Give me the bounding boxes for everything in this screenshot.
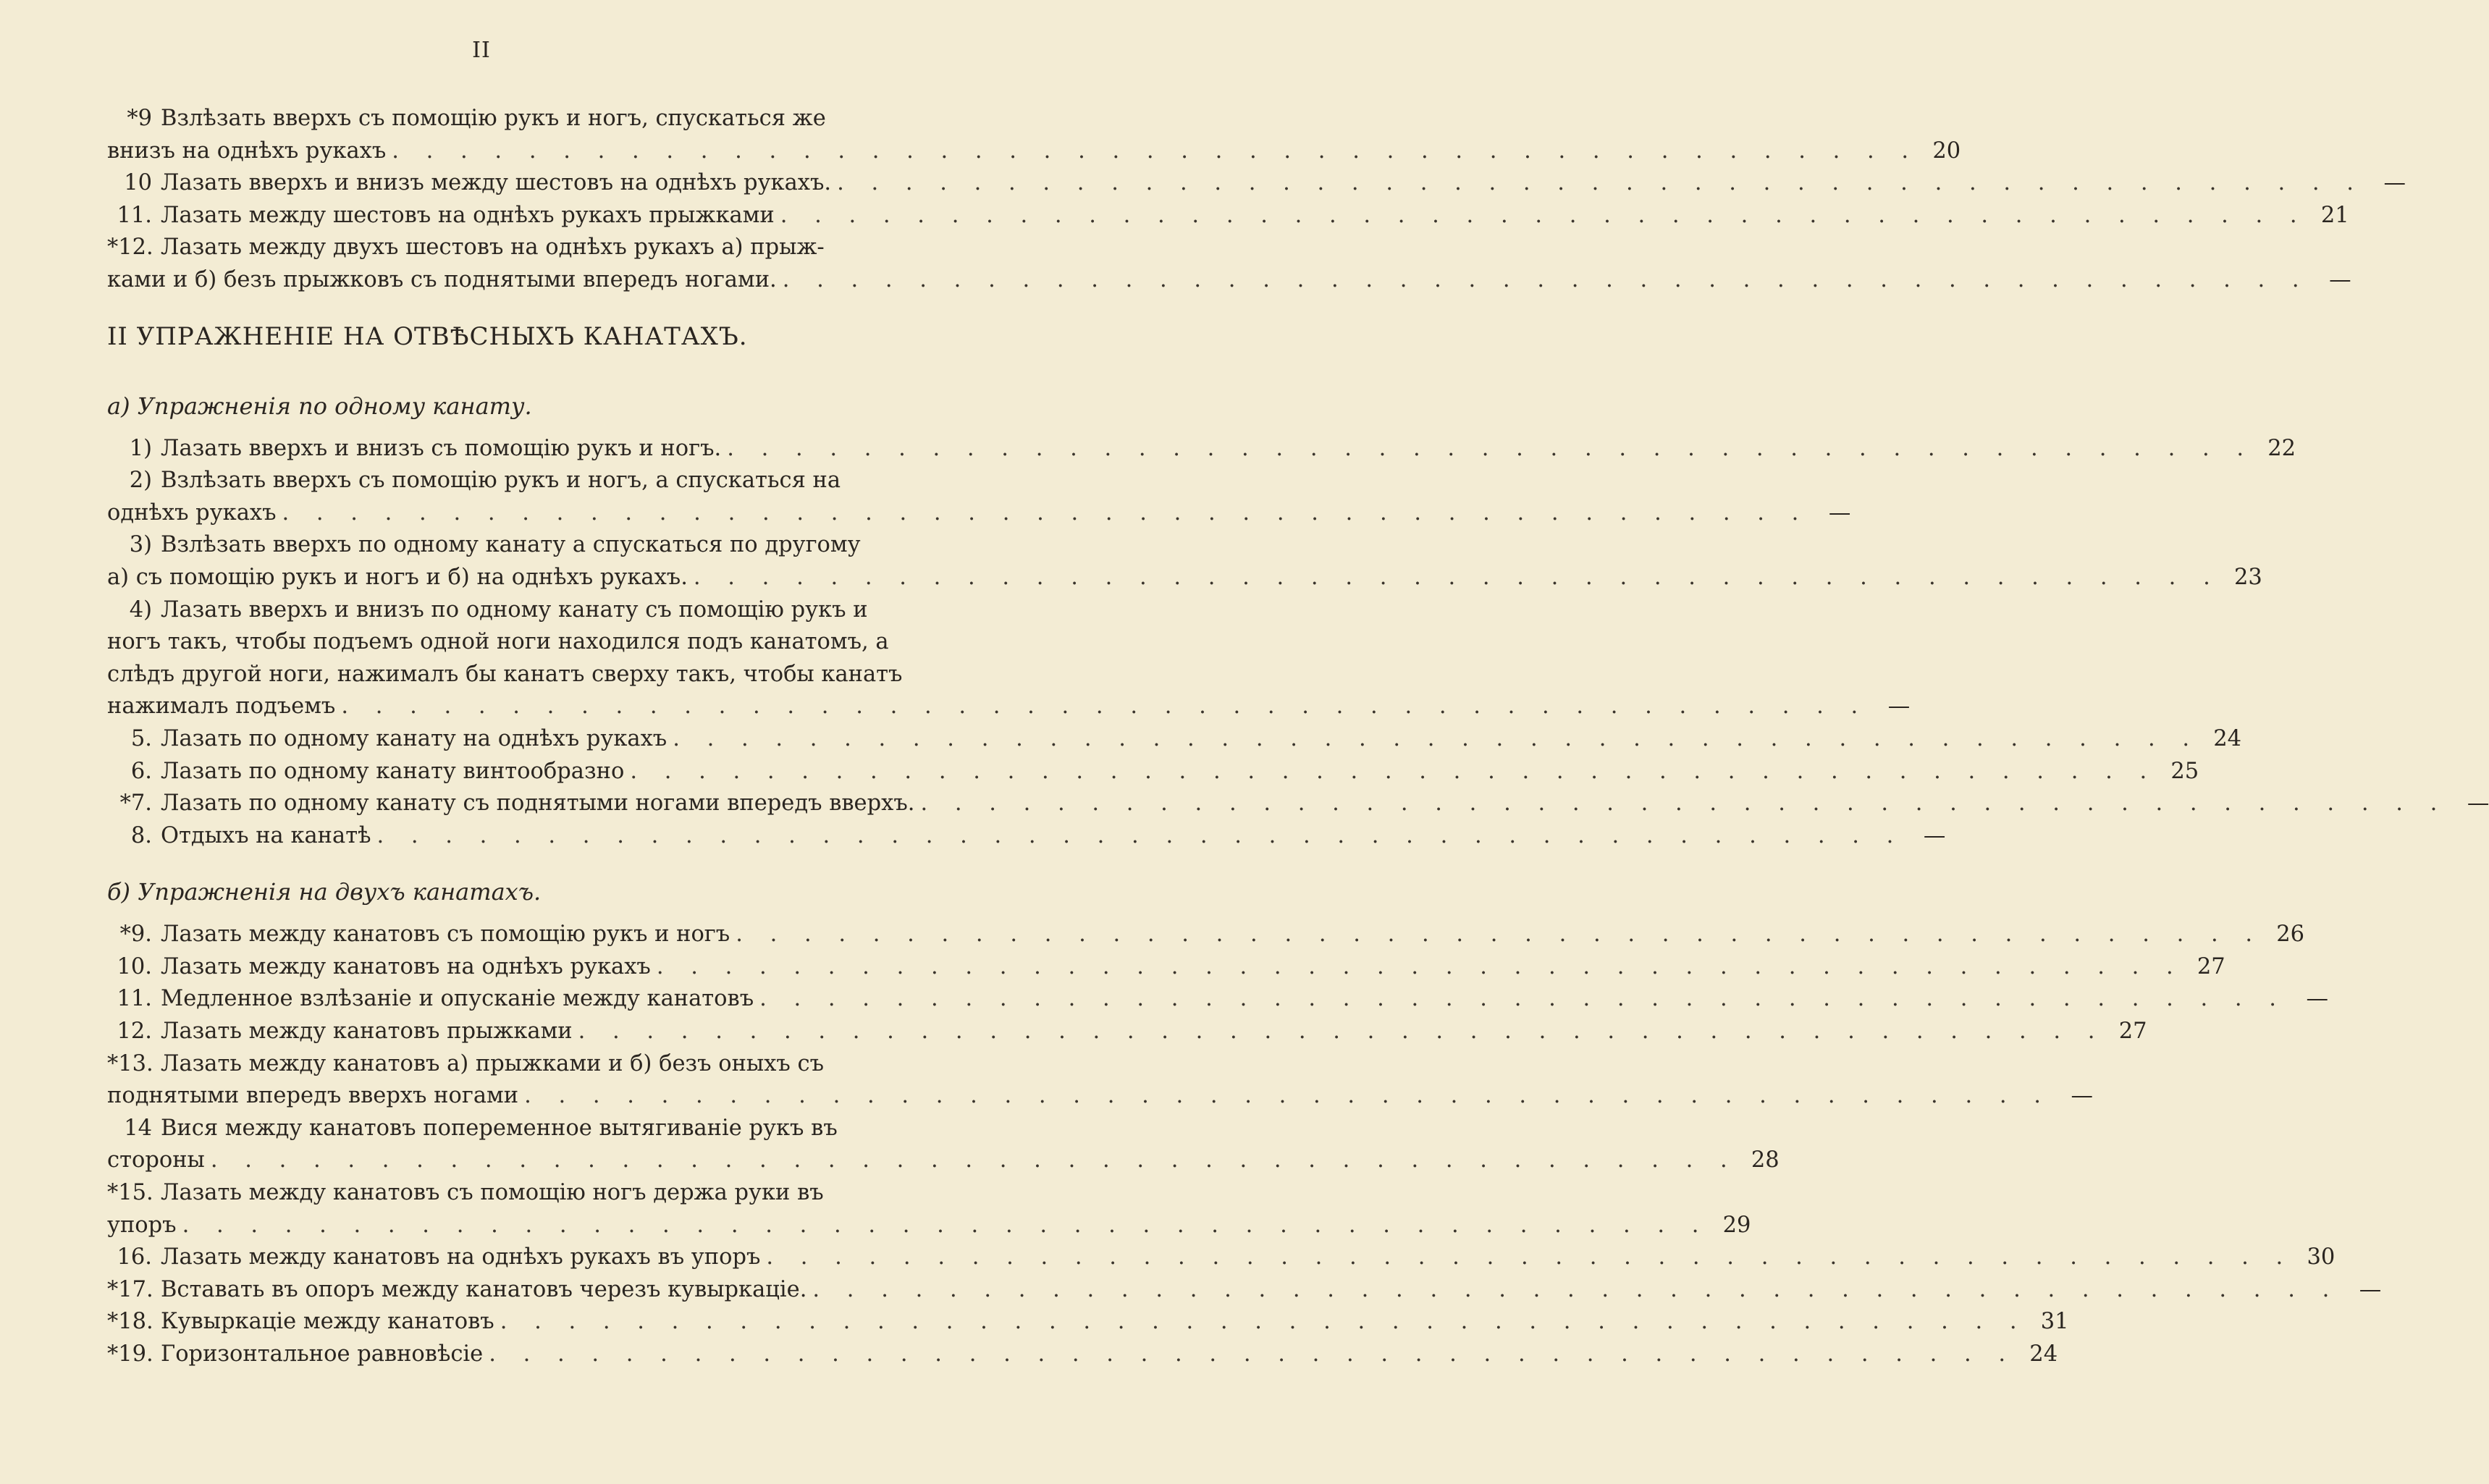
entry-text: Лазать между канатовъ прыжками (161, 1019, 573, 1045)
dot-leader: . . . . . . . . . . . . . . . . . . . . . . . . . . . . . . . . . . . . . . . . . . . . . (630, 758, 2157, 784)
entry-number: *17. (107, 1276, 153, 1302)
entry-number: *9 (127, 106, 152, 131)
dot-leader: . . . . . . . . . . . . . . . . . . . . . . . . . . . . . . . . . . . . . . . . . . . . . (736, 922, 2263, 948)
entry-text: стороны (107, 1147, 205, 1173)
toc-entry (107, 200, 2349, 232)
dot-leader: . . . . . . . . . . . . . . . . . . . . . . . . . . . . . . . . . . . . . . . . . . . . . (341, 693, 1869, 720)
toc-entry-continuation (107, 1210, 1751, 1242)
entry-number: 2) (129, 468, 152, 494)
subsection-heading: а) Упражненія по одному канату. (107, 392, 532, 420)
entry-text: ногъ такъ, чтобы подъемъ одной ноги находился подъ канатомъ, а (107, 629, 889, 655)
entry-text: Лазать между канатовъ съ помощію рукъ и ногъ (161, 922, 730, 948)
entry-number: 4) (129, 596, 152, 623)
entry-page-number: 26 (2276, 922, 2305, 948)
dot-leader: . . . . . . . . . . . . . . . . . . . . . . . . . . . . . . . . . . . . . . . . . . . . . (782, 266, 2309, 292)
entry-text: Отдыхъ на канатѣ (161, 822, 371, 848)
dot-leader: . . . . . . . . . . . . . . . . . . . . . . . . . . . . . . . . . . . . . . . . . . . . . (920, 791, 2448, 817)
dot-leader: . . . . . . . . . . . . . . . . . . . . . . . . . . . . . . . . . . . . . . . . . . . . . (727, 435, 2254, 461)
dot-leader: . . . . . . . . . . . . . . . . . . . . . . . . . . . . . . . . . . . . . . . . . . . . . (182, 1212, 1709, 1238)
entry-text: Лазать по одному канату на однѣхъ рукахъ (161, 725, 667, 751)
entry-text: Лазать между канатовъ на однѣхъ рукахъ въ упоръ (161, 1244, 761, 1270)
entry-number: *12. (107, 235, 153, 261)
entry-text: Лазать между шестовъ на однѣхъ рукахъ прыжками (161, 202, 775, 228)
entry-text: Лазать между канатовъ на однѣхъ рукахъ (161, 953, 651, 979)
toc-entry (107, 983, 2328, 1016)
entry-page-number: — (1887, 693, 1911, 720)
entry-number: *18. (107, 1309, 153, 1335)
entry-number: 10 (124, 170, 152, 196)
toc-entry-continuation (107, 626, 889, 659)
entry-text: однѣхъ рукахъ (107, 499, 277, 526)
entry-number: 14 (124, 1115, 152, 1141)
entry-number: 3) (129, 532, 152, 558)
entry-page-number: 21 (2320, 202, 2349, 228)
entry-number: 10. (117, 953, 152, 979)
entry-page-number: 27 (2118, 1019, 2147, 1045)
entry-text: ками и б) безъ прыжковъ съ поднятыми впередъ ногами. (107, 266, 777, 292)
toc-entry (107, 103, 860, 135)
toc-entry-continuation (107, 497, 1851, 530)
entry-number: 11. (117, 202, 152, 228)
entry-text: Взлѣзать вверхъ съ помощію рукъ и ногъ, спускаться же (161, 106, 826, 131)
toc-entry (107, 788, 2489, 820)
entry-page-number: — (2071, 1083, 2093, 1109)
entry-number: 12. (117, 1019, 152, 1045)
dot-leader: . . . . . . . . . . . . . . . . . . . . . . . . . . . . . . . . . . . . . . . . . . . . . (489, 1341, 2016, 1367)
entry-number: 5. (130, 725, 152, 751)
toc-entry (107, 465, 860, 497)
entry-number: 1) (129, 435, 152, 461)
dot-leader: . . . . . . . . . . . . . . . . . . . . . . . . . . . . . . . . . . . . . . . . . . . . . (500, 1309, 2027, 1335)
entry-text: Взлѣзать вверхъ съ помощію рукъ и ногъ, а спускаться на (161, 468, 841, 494)
toc-entry (107, 723, 2242, 756)
dot-leader: . . . . . . . . . . . . . . . . . . . . . . . . . . . . . . . . . . . . . . . . . . . . . (282, 499, 1809, 526)
entry-text: Взлѣзать вверхъ по одному канату а спускаться по другому (161, 532, 861, 558)
entry-number: 6. (130, 758, 152, 784)
toc-entry-continuation (107, 264, 2351, 297)
toc-entry-continuation (107, 1080, 2093, 1113)
toc-entry (107, 529, 860, 562)
dot-leader: . . . . . . . . . . . . . . . . . . . . . . . . . . . . . . . . . . . . . . . . . . . . . (392, 138, 1919, 164)
dot-leader: . . . . . . . . . . . . . . . . . . . . . . . . . . . . . . . . . . . . . . . . . . . . . (673, 725, 2200, 751)
dot-leader: . . . . . . . . . . . . . . . . . . . . . . . . . . . . . . . . . . . . . . . . . . . . . (812, 1276, 2340, 1302)
entry-text: Лазать между канатовъ съ помощію ногъ держа руки въ (161, 1180, 824, 1206)
entry-number: *13. (107, 1050, 153, 1076)
toc-entry (107, 1274, 2382, 1307)
entry-page-number: 28 (1751, 1147, 1780, 1173)
entry-page-number: 24 (2213, 725, 2242, 751)
entry-page-number: 25 (2170, 758, 2199, 784)
toc-entry (107, 820, 1946, 853)
toc-entry-continuation (107, 659, 903, 691)
entry-number: 8. (130, 822, 152, 848)
toc-entry (107, 1048, 860, 1081)
entry-text: Лазать между канатовъ а) прыжками и б) безъ оныхъ съ (161, 1050, 824, 1076)
section-heading: II УПРАЖНЕНІЕ НА ОТВѢСНЫХЪ КАНАТАХЪ. (107, 321, 748, 351)
toc-entry (107, 167, 2406, 200)
toc-entry-continuation (107, 135, 1961, 168)
entry-text: Кувыркаціе между канатовъ (161, 1309, 494, 1335)
entry-page-number: — (2359, 1276, 2382, 1302)
entry-text: упоръ (107, 1212, 177, 1238)
toc-entry-continuation (107, 691, 1911, 723)
entry-number: *9. (119, 922, 152, 948)
toc-entry (107, 1241, 2336, 1274)
entry-text: Лазать вверхъ и внизъ съ помощію рукъ и ногъ. (161, 435, 722, 461)
entry-page-number: 27 (2197, 953, 2225, 979)
entry-text: внизъ на однѣхъ рукахъ (107, 138, 387, 164)
entry-page-number: 24 (2029, 1341, 2058, 1367)
entry-number: 16. (117, 1244, 152, 1270)
toc-entry (107, 1113, 860, 1145)
dot-leader: . . . . . . . . . . . . . . . . . . . . . . . . . . . . . . . . . . . . . . . . . . . . . (759, 986, 2286, 1012)
entry-page-number: 29 (1722, 1212, 1751, 1238)
toc-entry-continuation (107, 562, 2262, 594)
toc-entry (107, 433, 2296, 465)
subsection-heading: б) Упражненія на двухъ канатахъ. (107, 878, 542, 906)
entry-text: Горизонтальное равновѣсіе (161, 1341, 484, 1367)
toc-entry (107, 1016, 2147, 1048)
toc-entry (107, 1306, 2069, 1338)
entry-page-number: 30 (2307, 1244, 2336, 1270)
entry-number: 11. (117, 986, 152, 1012)
entry-text: Медленное взлѣзаніе и опусканіе между канатовъ (161, 986, 754, 1012)
dot-leader: . . . . . . . . . . . . . . . . . . . . . . . . . . . . . . . . . . . . . . . . . . . . . (578, 1019, 2105, 1045)
entry-text: Лазать вверхъ и внизъ между шестовъ на однѣхъ рукахъ. (161, 170, 832, 196)
dot-leader: . . . . . . . . . . . . . . . . . . . . . . . . . . . . . . . . . . . . . . . . . . . . . (693, 564, 2220, 590)
entry-page-number: — (2329, 266, 2351, 292)
entry-page-number: — (2467, 791, 2489, 817)
entry-text: слѣдъ другой ноги, нажималъ бы канатъ сверху такъ, чтобы канатъ (107, 661, 903, 687)
entry-text: Лазать между двухъ шестовъ на однѣхъ рукахъ а) прыж- (161, 235, 825, 261)
toc-entry (107, 594, 868, 627)
entry-text: Лазать по одному канату винтообразно (161, 758, 625, 784)
entry-page-number: 22 (2267, 435, 2296, 461)
table-of-contents (107, 103, 2489, 1371)
entry-text: поднятыми впередъ вверхъ ногами (107, 1083, 519, 1109)
toc-entry (107, 756, 2199, 788)
entry-text: Лазать вверхъ и внизъ по одному канату съ помощію рукъ и (161, 596, 868, 623)
toc-entry (107, 232, 860, 264)
dot-leader: . . . . . . . . . . . . . . . . . . . . . . . . . . . . . . . . . . . . . . . . . . . . . (837, 170, 2364, 196)
entry-text: Вися между канатовъ попеременное вытягиваніе рукъ въ (161, 1115, 838, 1141)
toc-entry (107, 951, 2225, 984)
toc-entry (107, 1177, 860, 1210)
dot-leader: . . . . . . . . . . . . . . . . . . . . . . . . . . . . . . . . . . . . . . . . . . . . . (656, 953, 2183, 979)
dot-leader: . . . . . . . . . . . . . . . . . . . . . . . . . . . . . . . . . . . . . . . . . . . . . (524, 1083, 2051, 1109)
entry-page-number: — (1828, 499, 1851, 526)
entry-text: нажималъ подъемъ (107, 693, 336, 720)
entry-page-number: 23 (2233, 564, 2262, 590)
entry-text: а) съ помощію рукъ и ногъ и б) на однѣхъ рукахъ. (107, 564, 688, 590)
toc-entry (107, 1338, 2058, 1371)
entry-page-number: — (2306, 986, 2328, 1012)
toc-entry-continuation (107, 1144, 1780, 1177)
entry-number: *7. (119, 791, 152, 817)
entry-page-number: — (2383, 170, 2406, 196)
entry-number: *15. (107, 1180, 153, 1206)
entry-page-number: 20 (1932, 138, 1961, 164)
dot-leader: . . . . . . . . . . . . . . . . . . . . . . . . . . . . . . . . . . . . . . . . . . . . . (210, 1147, 1738, 1173)
entry-page-number: 31 (2040, 1309, 2069, 1335)
entry-text: Вставать въ опоръ между канатовъ черезъ кувыркаціе. (161, 1276, 807, 1302)
entry-text: Лазать по одному канату съ поднятыми ногами впередъ вверхъ. (161, 791, 915, 817)
page-number: II (472, 38, 491, 63)
toc-entry (107, 919, 2305, 951)
dot-leader: . . . . . . . . . . . . . . . . . . . . . . . . . . . . . . . . . . . . . . . . . . . . . (376, 822, 1904, 848)
dot-leader: . . . . . . . . . . . . . . . . . . . . . . . . . . . . . . . . . . . . . . . . . . . . . (780, 202, 2307, 228)
entry-page-number: — (1923, 822, 1946, 848)
dot-leader: . . . . . . . . . . . . . . . . . . . . . . . . . . . . . . . . . . . . . . . . . . . . . (766, 1244, 2294, 1270)
entry-number: *19. (107, 1341, 153, 1367)
